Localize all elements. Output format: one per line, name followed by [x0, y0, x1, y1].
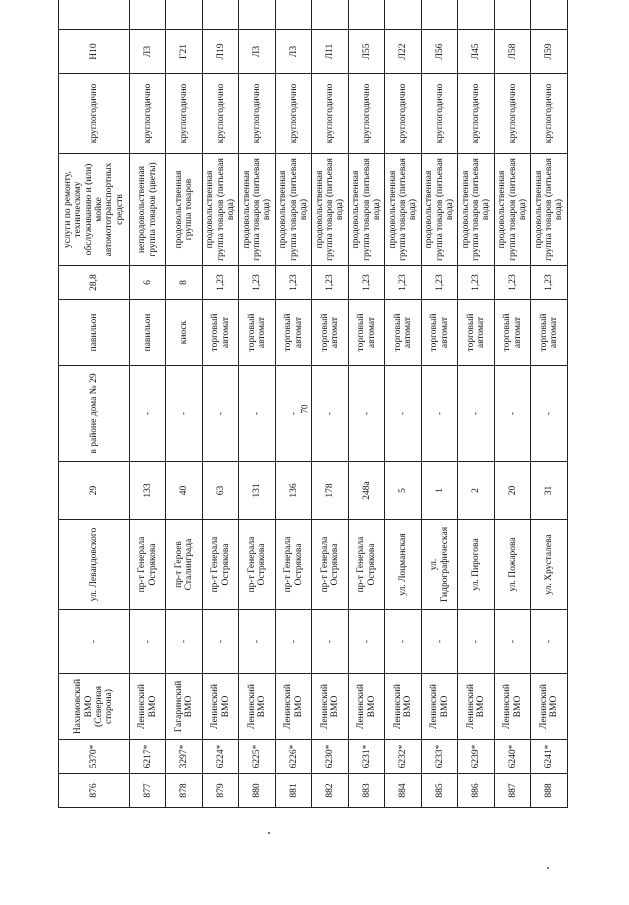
table-cell: 1,23: [458, 266, 495, 300]
table-cell: 20: [494, 462, 531, 520]
table-cell: ул. Пожарова: [494, 520, 531, 610]
table-cell: Н10: [59, 30, 130, 74]
table-cell: продовольственная группа товаров (питьевая вода): [458, 154, 495, 266]
table-cell: 178: [312, 462, 349, 520]
table-cell: торговый автомат: [239, 300, 276, 366]
table-cell: [129, 0, 166, 30]
table-cell: -: [275, 610, 312, 674]
table-cell: круглогодично: [312, 74, 349, 154]
table-cell: продовольственная группа товаров (питьевая вода): [385, 154, 422, 266]
table-cell: -: [59, 610, 130, 674]
table-cell: круглогодично: [275, 74, 312, 154]
table-cell: 136: [275, 462, 312, 520]
table-cell: продовольственная группа товаров (питьевая вода): [239, 154, 276, 266]
table-cell: павильон: [59, 300, 130, 366]
table-row: [385, 0, 422, 808]
table-cell: 1,23: [494, 266, 531, 300]
table-cell: продовольственная группа товаров (питьевая вода): [202, 154, 239, 266]
table-cell: Ленинский ВМО: [348, 674, 385, 740]
table-cell: Г21: [166, 30, 203, 74]
table-row: [59, 0, 130, 808]
table-cell: ул. Лоцманская: [385, 520, 422, 610]
table-cell: 1,23: [531, 266, 568, 300]
table-cell: -: [494, 366, 531, 462]
table-cell: продовольственная группа товаров (питьевая вода): [531, 154, 568, 266]
table-cell: [59, 0, 130, 30]
table-cell: 2: [458, 462, 495, 520]
table-cell: -: [385, 610, 422, 674]
table-cell: Л3: [129, 30, 166, 74]
table-cell: -: [166, 366, 203, 462]
table-cell: -: [312, 610, 349, 674]
table-cell: Л56: [421, 30, 458, 74]
table-cell: 28,8: [59, 266, 130, 300]
table-cell: 877: [129, 774, 166, 808]
table-cell: 40: [166, 462, 203, 520]
table-cell: пр-т Генерала Острякова: [239, 520, 276, 610]
table-cell: продовольственная группа товаров (питьевая вода): [421, 154, 458, 266]
table-cell: 886: [458, 774, 495, 808]
table-cell: 6226*: [275, 740, 312, 774]
table-cell: 1,23: [421, 266, 458, 300]
table-cell: 1,23: [275, 266, 312, 300]
table-cell: 6231*: [348, 740, 385, 774]
table-cell: -: [275, 366, 312, 462]
table-cell: Ленинский ВМО: [239, 674, 276, 740]
table-cell: [421, 0, 458, 30]
table-cell: круглогодично: [166, 74, 203, 154]
table-cell: услуги по ремонту, техническому обслуживанию и (или) мойке автомототранспортных средств: [59, 154, 130, 266]
table-row: [531, 0, 568, 808]
table-cell: ул. Хрусталева: [531, 520, 568, 610]
table-cell: непродовольственная группа товаров (цветы): [129, 154, 166, 266]
table-cell: -: [239, 366, 276, 462]
table-cell: продовольственная группа товаров (питьевая вода): [312, 154, 349, 266]
table-cell: ул. Левандовского: [59, 520, 130, 610]
table-cell: 131: [239, 462, 276, 520]
scan-speck: [547, 867, 549, 869]
table-cell: 879: [202, 774, 239, 808]
table-cell: торговый автомат: [531, 300, 568, 366]
table-cell: круглогодично: [239, 74, 276, 154]
table-cell: -: [202, 366, 239, 462]
table-cell: Л11: [312, 30, 349, 74]
table-cell: торговый автомат: [385, 300, 422, 366]
table-cell: [239, 0, 276, 30]
table-cell: торговый автомат: [275, 300, 312, 366]
table-row: [421, 0, 458, 808]
registry-table: [58, 0, 568, 808]
table-cell: круглогодично: [531, 74, 568, 154]
table-cell: 1,23: [202, 266, 239, 300]
table-cell: Ленинский ВМО: [531, 674, 568, 740]
table-cell: пр-т Генерала Острякова: [348, 520, 385, 610]
table-cell: продовольственная группа товаров: [166, 154, 203, 266]
table-cell: Ленинский ВМО: [312, 674, 349, 740]
table-cell: пр-т Героев Сталинграда: [166, 520, 203, 610]
table-cell: 883: [348, 774, 385, 808]
table-body: [59, 0, 568, 808]
table-cell: [312, 0, 349, 30]
table-row: [275, 0, 312, 808]
table-cell: [348, 0, 385, 30]
table-cell: 880: [239, 774, 276, 808]
table-cell: 29: [59, 462, 130, 520]
table-cell: 1,23: [385, 266, 422, 300]
table-cell: -: [531, 366, 568, 462]
table-cell: пр-т Генерала Острякова: [129, 520, 166, 610]
table-cell: [385, 0, 422, 30]
table-row: [129, 0, 166, 808]
table-cell: 1,23: [239, 266, 276, 300]
table-cell: круглогодично: [348, 74, 385, 154]
table-cell: Л59: [531, 30, 568, 74]
scan-speck: [268, 832, 270, 834]
table-cell: киоск: [166, 300, 203, 366]
table-cell: 887: [494, 774, 531, 808]
table-cell: торговый автомат: [421, 300, 458, 366]
table-cell: 882: [312, 774, 349, 808]
table-cell: [531, 0, 568, 30]
table-cell: 63: [202, 462, 239, 520]
table-cell: 6239*: [458, 740, 495, 774]
table-cell: продовольственная группа товаров (питьевая вода): [494, 154, 531, 266]
table-cell: -: [421, 610, 458, 674]
table-cell: 881: [275, 774, 312, 808]
table-cell: Л55: [348, 30, 385, 74]
table-cell: ул. Гидрографическая: [421, 520, 458, 610]
table-cell: 6240*: [494, 740, 531, 774]
table-cell: торговый автомат: [202, 300, 239, 366]
table-cell: [494, 0, 531, 30]
table-cell: Ленинский ВМО: [202, 674, 239, 740]
table-cell: -: [385, 366, 422, 462]
table-cell: в районе дома № 29: [59, 366, 130, 462]
table-cell: -: [348, 610, 385, 674]
table-cell: [458, 0, 495, 30]
table-cell: -: [494, 610, 531, 674]
table-cell: 6225*: [239, 740, 276, 774]
table-row: [202, 0, 239, 808]
table-cell: пр-т Генерала Острякова: [275, 520, 312, 610]
table-cell: Л19: [202, 30, 239, 74]
table-cell: 6233*: [421, 740, 458, 774]
table-cell: 6241*: [531, 740, 568, 774]
table-cell: 878: [166, 774, 203, 808]
page-number: 70: [299, 404, 310, 414]
table-cell: Гагаринский ВМО: [166, 674, 203, 740]
table-cell: продовольственная группа товаров (питьевая вода): [348, 154, 385, 266]
table-cell: торговый автомат: [348, 300, 385, 366]
table-cell: Ленинский ВМО: [494, 674, 531, 740]
table-cell: [166, 0, 203, 30]
table-cell: 6230*: [312, 740, 349, 774]
table-cell: круглогодично: [129, 74, 166, 154]
table-row: [166, 0, 203, 808]
table-cell: Л3: [239, 30, 276, 74]
table-cell: [275, 0, 312, 30]
rotated-table-container: [58, 38, 568, 808]
table-cell: -: [239, 610, 276, 674]
table-cell: пр-т Генерала Острякова: [202, 520, 239, 610]
table-cell: 1: [421, 462, 458, 520]
table-cell: Нахимовский ВМО (Северная сторона): [59, 674, 130, 740]
table-cell: круглогодично: [385, 74, 422, 154]
table-cell: -: [129, 366, 166, 462]
table-cell: -: [458, 610, 495, 674]
table-cell: круглогодично: [458, 74, 495, 154]
table-row: [239, 0, 276, 808]
table-cell: Ленинский ВМО: [275, 674, 312, 740]
table-cell: 3297*: [166, 740, 203, 774]
table-cell: -: [421, 366, 458, 462]
table-cell: торговый автомат: [494, 300, 531, 366]
table-cell: 31: [531, 462, 568, 520]
table-cell: павильон: [129, 300, 166, 366]
table-cell: круглогодично: [421, 74, 458, 154]
table-cell: Л22: [385, 30, 422, 74]
table-cell: торговый автомат: [458, 300, 495, 366]
table-cell: Л45: [458, 30, 495, 74]
table-cell: 248а: [348, 462, 385, 520]
table-cell: продовольственная группа товаров (питьевая вода): [275, 154, 312, 266]
table-cell: круглогодично: [494, 74, 531, 154]
table-cell: ул. Пирогова: [458, 520, 495, 610]
table-row: [494, 0, 531, 808]
table-cell: -: [458, 366, 495, 462]
table-cell: 6232*: [385, 740, 422, 774]
table-cell: 1,23: [312, 266, 349, 300]
table-cell: Ленинский ВМО: [385, 674, 422, 740]
table-cell: 1,23: [348, 266, 385, 300]
table-cell: 5370*: [59, 740, 130, 774]
table-cell: торговый автомат: [312, 300, 349, 366]
table-cell: [202, 0, 239, 30]
table-cell: Ленинский ВМО: [421, 674, 458, 740]
table-cell: -: [531, 610, 568, 674]
table-cell: -: [202, 610, 239, 674]
table-cell: 133: [129, 462, 166, 520]
table-cell: 8: [166, 266, 203, 300]
table-cell: -: [312, 366, 349, 462]
table-cell: 6224*: [202, 740, 239, 774]
table-row: [348, 0, 385, 808]
table-cell: пр-т Генерала Острякова: [312, 520, 349, 610]
table-row: [312, 0, 349, 808]
table-cell: Л58: [494, 30, 531, 74]
table-cell: -: [348, 366, 385, 462]
table-cell: Л3: [275, 30, 312, 74]
table-cell: круглогодично: [202, 74, 239, 154]
table-cell: -: [129, 610, 166, 674]
table-cell: 6: [129, 266, 166, 300]
table-cell: 888: [531, 774, 568, 808]
table-cell: Ленинский ВМО: [129, 674, 166, 740]
table-cell: 5: [385, 462, 422, 520]
table-cell: Ленинский ВМО: [458, 674, 495, 740]
table-cell: круглогодично: [59, 74, 130, 154]
table-cell: 884: [385, 774, 422, 808]
table-cell: 876: [59, 774, 130, 808]
table-cell: 6217*: [129, 740, 166, 774]
table-cell: -: [166, 610, 203, 674]
table-row: [458, 0, 495, 808]
table-cell: 885: [421, 774, 458, 808]
